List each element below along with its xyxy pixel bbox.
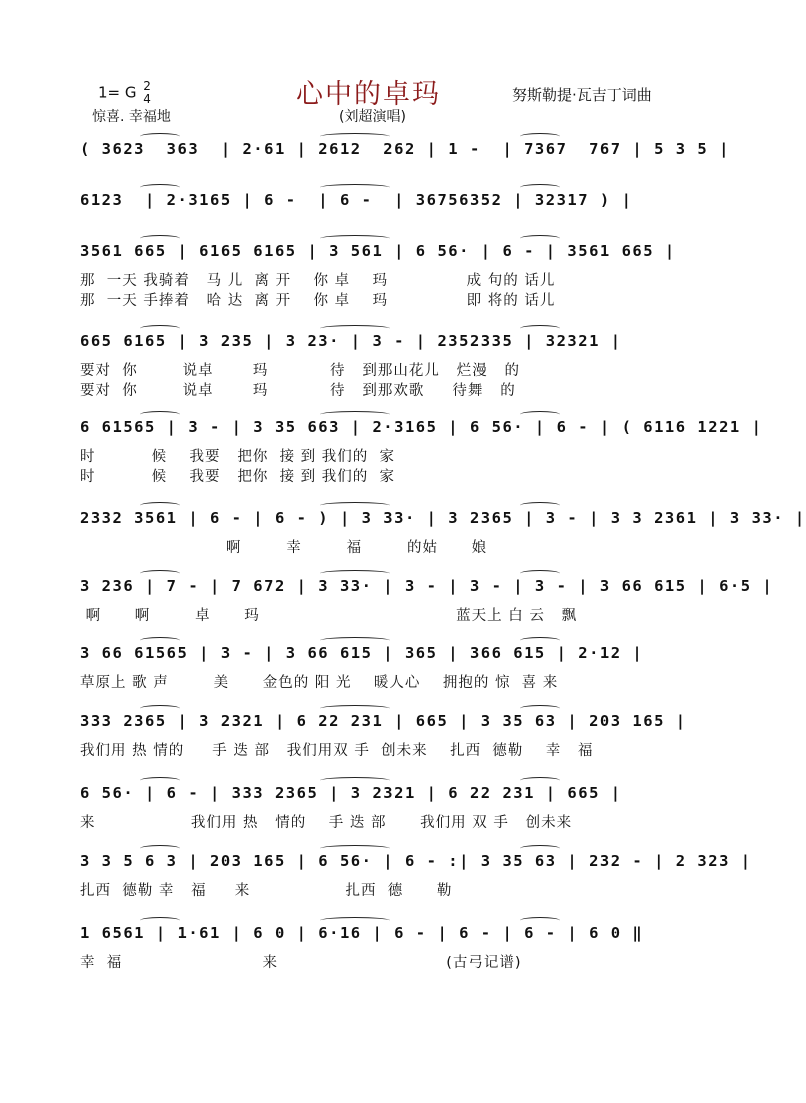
singer-credit: (刘超演唱) bbox=[339, 109, 406, 125]
notation-row: 2332 3561 | 6 - | 6 - ) | 3 33· | 3 2365 | 3 - | 3 3 2361 | 3 33· | bbox=[80, 509, 806, 527]
lyric-line: 要对 你 说卓 玛 待 到那山花儿 烂漫 的 bbox=[80, 363, 521, 379]
slur-mark bbox=[320, 637, 390, 644]
mood-marking: 惊喜. 幸福地 bbox=[92, 109, 171, 125]
slur-mark bbox=[140, 705, 180, 712]
slur-mark bbox=[140, 777, 180, 784]
composer-credit: 努斯勒提·瓦吉丁词曲 bbox=[512, 86, 652, 104]
notation-row: 3 66 61565 | 3 - | 3 66 615 | 365 | 366 615 | 2·12 | bbox=[80, 644, 644, 662]
slur-mark bbox=[320, 777, 390, 784]
notation-row: 6123 | 2·3165 | 6 - | 6 - | 36756352 | 32317 ) | bbox=[80, 191, 633, 209]
slur-mark bbox=[520, 133, 560, 140]
slur-mark bbox=[140, 502, 180, 509]
slur-mark bbox=[520, 502, 560, 509]
slur-mark bbox=[320, 917, 390, 924]
lyric-line: 那 一天 手捧着 哈 达 离 开 你 卓 玛 即 将的 话儿 bbox=[80, 293, 556, 309]
slur-mark bbox=[140, 325, 180, 332]
slur-mark bbox=[520, 411, 560, 418]
notation-row: ( 3623 363 | 2·61 | 2612 262 | 1 - | 7367 767 | 5 3 5 | bbox=[80, 140, 730, 158]
lyric-line: 草原上 歌 声 美 金色的 阳 光 暖人心 拥抱的 惊 喜 来 bbox=[80, 675, 559, 691]
slur-mark bbox=[320, 325, 390, 332]
notation-row: 3 236 | 7 - | 7 672 | 3 33· | 3 - | 3 - | 3 - | 3 66 615 | 6·5 | bbox=[80, 577, 774, 595]
time-bottom: 4 bbox=[143, 92, 151, 106]
slur-mark bbox=[520, 325, 560, 332]
lyric-line: 扎西 德勒 幸 福 来 扎西 德 勒 bbox=[80, 883, 453, 899]
slur-mark bbox=[140, 133, 180, 140]
slur-mark bbox=[320, 235, 390, 242]
slur-mark bbox=[520, 705, 560, 712]
key-label: 1= G bbox=[98, 83, 137, 102]
slur-mark bbox=[320, 570, 390, 577]
slur-mark bbox=[520, 917, 560, 924]
lyric-line: 要对 你 说卓 玛 待 到那欢歌 待舞 的 bbox=[80, 383, 516, 399]
slur-mark bbox=[520, 235, 560, 242]
notation-row: 6 61565 | 3 - | 3 35 663 | 2·3165 | 6 56· | 6 - | ( 6116 1221 | bbox=[80, 418, 763, 436]
notation-row: 3 3 5 6 3 | 203 165 | 6 56· | 6 - :| 3 35 63 | 232 - | 2 323 | bbox=[80, 852, 752, 870]
notation-row: 665 6165 | 3 235 | 3 23· | 3 - | 2352335 | 32321 | bbox=[80, 332, 622, 350]
slur-mark bbox=[140, 845, 180, 852]
slur-mark bbox=[520, 184, 560, 191]
notation-row: 6 56· | 6 - | 333 2365 | 3 2321 | 6 22 231 | 665 | bbox=[80, 784, 622, 802]
notation-row: 3561 665 | 6165 6165 | 3 561 | 6 56· | 6 - | 3561 665 | bbox=[80, 242, 676, 260]
slur-mark bbox=[320, 845, 390, 852]
notation-row: 333 2365 | 3 2321 | 6 22 231 | 665 | 3 35 63 | 203 165 | bbox=[80, 712, 687, 730]
slur-mark bbox=[320, 133, 390, 140]
slur-mark bbox=[320, 705, 390, 712]
slur-mark bbox=[520, 777, 560, 784]
slur-mark bbox=[140, 411, 180, 418]
lyric-line: 时 候 我要 把你 接 到 我们的 家 bbox=[80, 449, 396, 465]
slur-mark bbox=[320, 184, 390, 191]
slur-mark bbox=[140, 235, 180, 242]
lyric-line: 我们用 热 情的 手 迭 部 我们用双 手 创未来 扎西 德勒 幸 福 bbox=[80, 743, 594, 759]
time-top: 2 bbox=[143, 79, 151, 93]
notation-row: 1 6561 | 1·61 | 6 0 | 6·16 | 6 - | 6 - | 6 - | 6 0 ‖ bbox=[80, 924, 644, 942]
slur-mark bbox=[140, 917, 180, 924]
time-signature bbox=[143, 80, 151, 106]
slur-mark bbox=[320, 411, 390, 418]
slur-mark bbox=[320, 502, 390, 509]
lyric-line: 来 我们用 热 情的 手 迭 部 我们用 双 手 创未来 bbox=[80, 815, 573, 831]
lyric-line: 啊 啊 卓 玛 蓝天上 白 云 飘 bbox=[80, 608, 578, 624]
lyric-line: 时 候 我要 把你 接 到 我们的 家 bbox=[80, 469, 396, 485]
lyric-line: 啊 幸 福 的姑 娘 bbox=[80, 540, 488, 556]
lyric-line: 幸 福 来 (古弓记谱) bbox=[80, 955, 522, 971]
slur-mark bbox=[140, 184, 180, 191]
slur-mark bbox=[520, 637, 560, 644]
slur-mark bbox=[520, 570, 560, 577]
key-signature bbox=[98, 80, 151, 106]
slur-mark bbox=[140, 570, 180, 577]
slur-mark bbox=[140, 637, 180, 644]
lyric-line: 那 一天 我骑着 马 儿 离 开 你 卓 玛 成 句的 话儿 bbox=[80, 273, 556, 289]
slur-mark bbox=[520, 845, 560, 852]
song-title: 心中的卓玛 bbox=[296, 79, 441, 110]
